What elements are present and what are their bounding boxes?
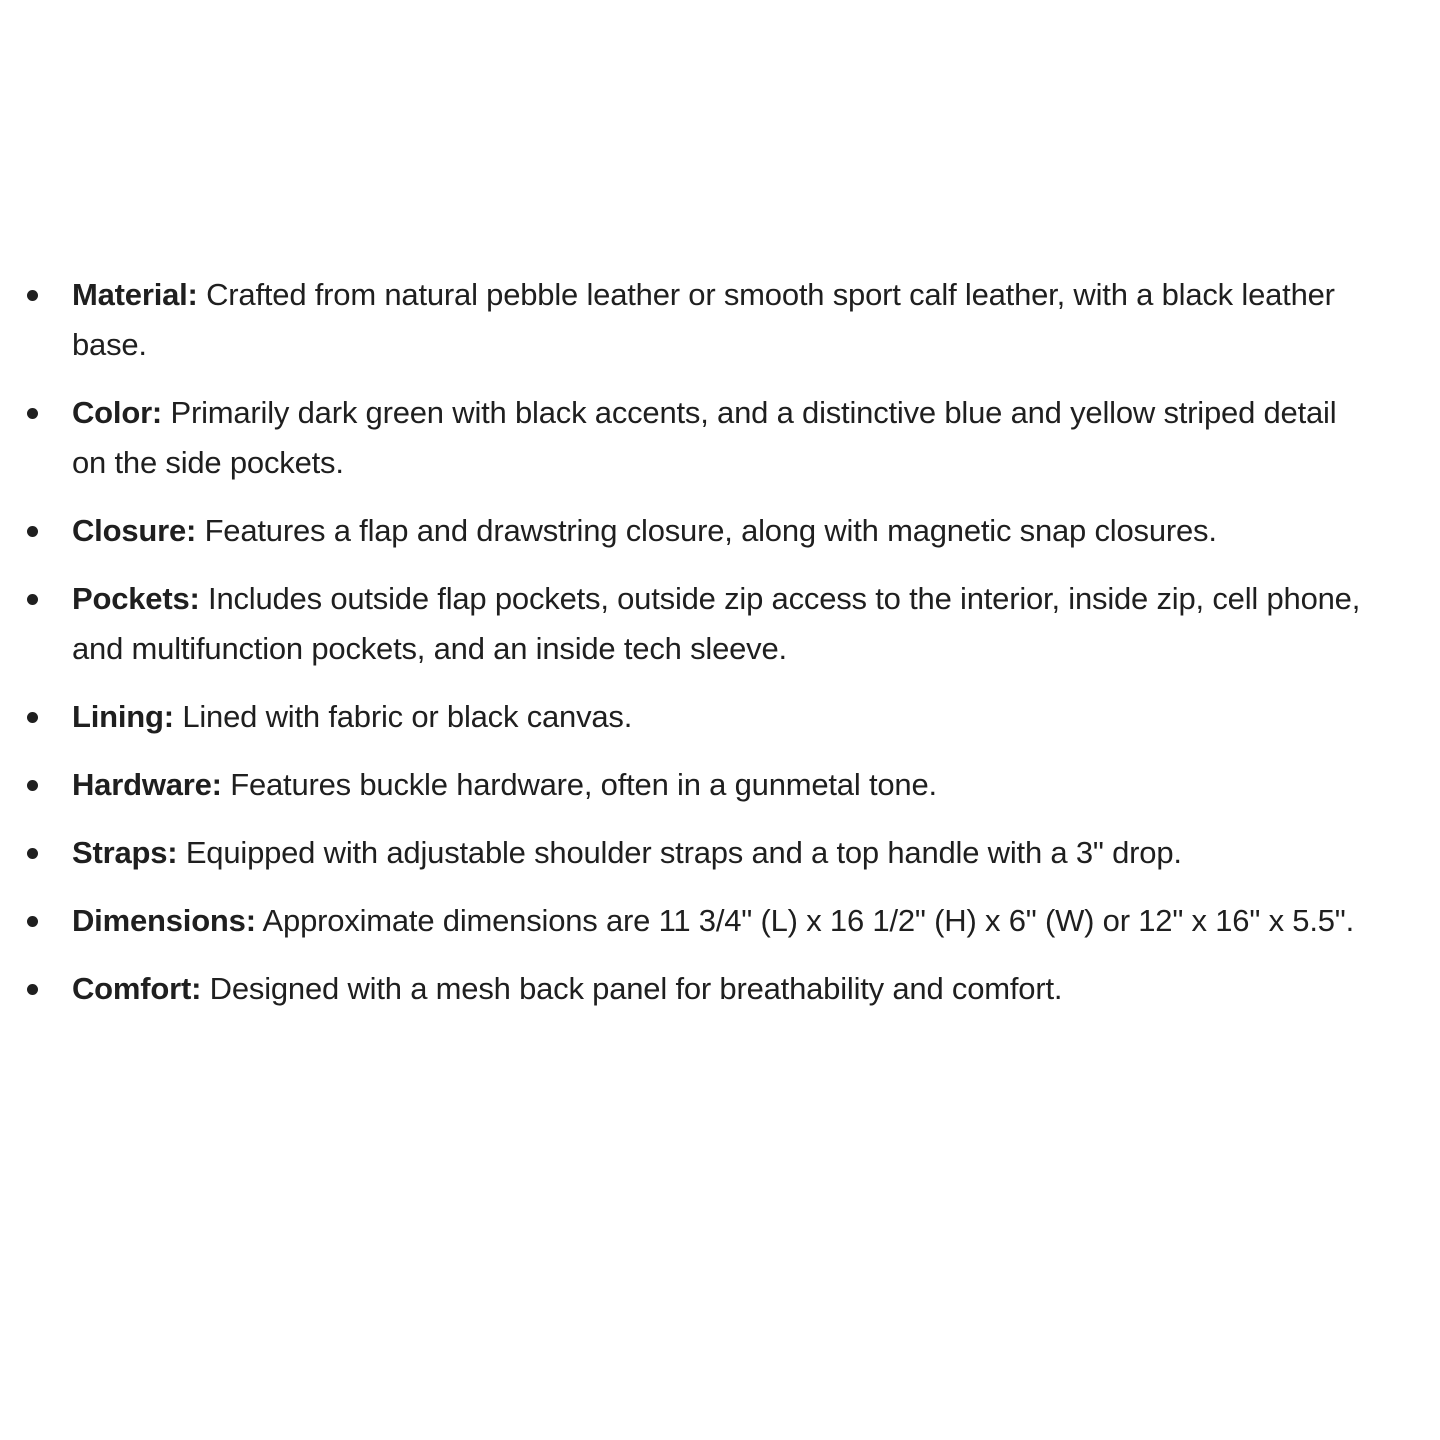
bullet-icon: [27, 712, 38, 723]
spec-label: Color:: [72, 395, 163, 430]
spec-item-closure: [0, 506, 1440, 556]
spec-label: Pockets:: [72, 581, 200, 616]
spec-item-dimensions: [0, 896, 1440, 946]
spec-label: Comfort:: [72, 971, 202, 1006]
spec-list: [0, 270, 1440, 1032]
spec-item-comfort: [0, 964, 1440, 1014]
spec-text: Approximate dimensions are 11 3/4" (L) x 16 1/2" (H) x 6" (W) or 12" x 16" x 5.5".: [255, 903, 1354, 938]
spec-item-color: [0, 388, 1440, 488]
spec-text: Designed with a mesh back panel for breathability and comfort.: [201, 971, 1063, 1006]
spec-item-straps: [0, 828, 1440, 878]
bullet-icon: [27, 526, 38, 537]
spec-text: Includes outside flap pockets, outside zip access to the interior, inside zip, cell phone, and multifunction pockets, and an inside tech sleeve.: [72, 581, 1361, 666]
bullet-icon: [27, 780, 38, 791]
spec-text: Primarily dark green with black accents, and a distinctive blue and yellow striped detail on the side pockets.: [72, 395, 1337, 480]
spec-item-hardware: [0, 760, 1440, 810]
bullet-icon: [27, 290, 38, 301]
bullet-icon: [27, 984, 38, 995]
spec-text: Equipped with adjustable shoulder straps and a top handle with a 3" drop.: [177, 835, 1182, 870]
spec-label: Straps:: [72, 835, 178, 870]
bullet-icon: [27, 916, 38, 927]
spec-text: Lined with fabric or black canvas.: [173, 699, 633, 734]
spec-item-pockets: [0, 574, 1440, 674]
bullet-icon: [27, 594, 38, 605]
spec-label: Lining:: [72, 699, 174, 734]
spec-label: Closure:: [72, 513, 197, 548]
spec-item-lining: [0, 692, 1440, 742]
spec-label: Dimensions:: [72, 903, 256, 938]
spec-label: Material:: [72, 277, 198, 312]
spec-text: Features buckle hardware, often in a gunmetal tone.: [221, 767, 937, 802]
bullet-icon: [27, 848, 38, 859]
spec-text: Features a flap and drawstring closure, along with magnetic snap closures.: [196, 513, 1217, 548]
spec-label: Hardware:: [72, 767, 222, 802]
spec-item-material: [0, 270, 1440, 370]
bullet-icon: [27, 408, 38, 419]
spec-text: Crafted from natural pebble leather or smooth sport calf leather, with a black leather base.: [72, 277, 1335, 362]
